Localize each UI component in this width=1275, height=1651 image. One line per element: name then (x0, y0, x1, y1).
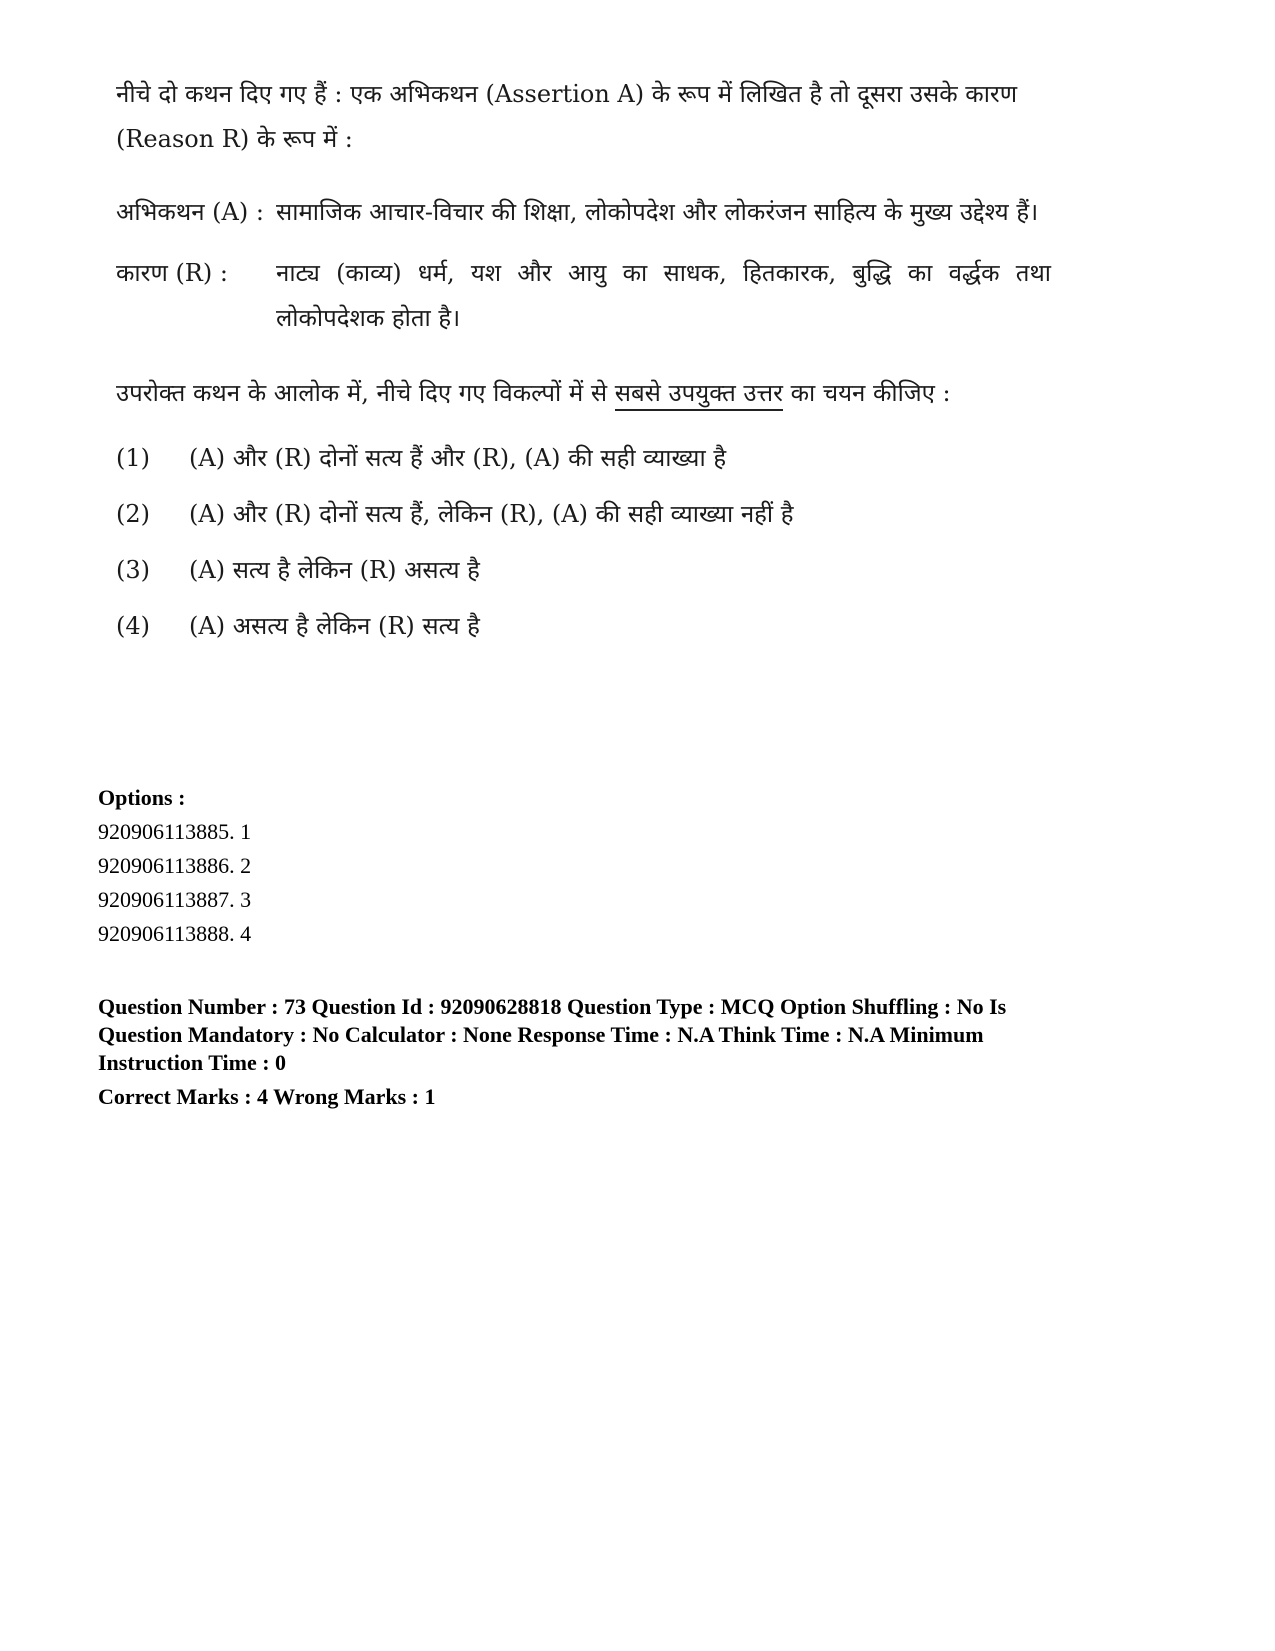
choice-text: (A) सत्य है लेकिन (R) असत्य है (189, 556, 480, 584)
question-intro (116, 72, 1051, 162)
choice-list (116, 438, 1051, 646)
marks-line: Correct Marks : 4 Wrong Marks : 1 (98, 1084, 436, 1109)
meta-line-3: Instruction Time : 0 (98, 1050, 287, 1075)
reason-text: नाट्य (काव्य) धर्म, यश और आयु का साधक, हितकारक, बुद्धि का वर्द्धक तथा लोकोपदेशक होता है। (276, 259, 1051, 332)
choice-item (116, 550, 1051, 590)
option-id-line: 920906113887. 3 (98, 887, 252, 912)
choice-item (116, 606, 1051, 646)
instruction-underlined: सबसे उपयुक्त उत्तर (615, 379, 783, 411)
reason-label: कारण (R) : (116, 259, 228, 287)
question-image-block (116, 72, 1051, 662)
question-meta-section (98, 993, 1178, 1111)
meta-line-2: Question Mandatory : No Calculator : None Response Time : N.A Think Time : N.A Minimum (98, 1022, 984, 1047)
choice-text: (A) और (R) दोनों सत्य हैं और (R), (A) की सही व्याख्या है (189, 444, 727, 472)
option-id-line: 920906113888. 4 (98, 921, 252, 946)
reason-statement (116, 251, 1051, 341)
choice-number: (1) (116, 444, 150, 472)
assertion-label: अभिकथन (A) : (116, 198, 264, 226)
option-id-line: 920906113886. 2 (98, 853, 252, 878)
assertion-statement (116, 190, 1051, 235)
choice-number: (4) (116, 612, 150, 640)
choice-text: (A) असत्य है लेकिन (R) सत्य है (189, 612, 480, 640)
instruction-before: उपरोक्त कथन के आलोक में, नीचे दिए गए विकल्पों में से (116, 379, 615, 407)
options-title: Options : (98, 785, 186, 810)
choice-item (116, 438, 1051, 478)
options-section (98, 781, 251, 951)
instruction-line (116, 371, 1051, 416)
instruction-after: का चयन कीजिए : (782, 379, 951, 407)
choice-number: (3) (116, 556, 150, 584)
option-id-line: 920906113885. 1 (98, 819, 252, 844)
meta-line-1: Question Number : 73 Question Id : 92090628818 Question Type : MCQ Option Shuffling : No Is (98, 994, 1007, 1019)
choice-item (116, 494, 1051, 534)
choice-number: (2) (116, 500, 150, 528)
assertion-text: सामाजिक आचार-विचार की शिक्षा, लोकोपदेश और लोकरंजन साहित्य के मुख्य उद्देश्य हैं। (276, 198, 1039, 226)
intro-line-2: (Reason R) के रूप में : (116, 125, 353, 153)
choice-text: (A) और (R) दोनों सत्य हैं, लेकिन (R), (A) की सही व्याख्या नहीं है (189, 500, 794, 528)
intro-line-1: नीचे दो कथन दिए गए हैं : एक अभिकथन (Assertion A) के रूप में लिखित है तो दूसरा उसके कारण (116, 80, 1018, 108)
